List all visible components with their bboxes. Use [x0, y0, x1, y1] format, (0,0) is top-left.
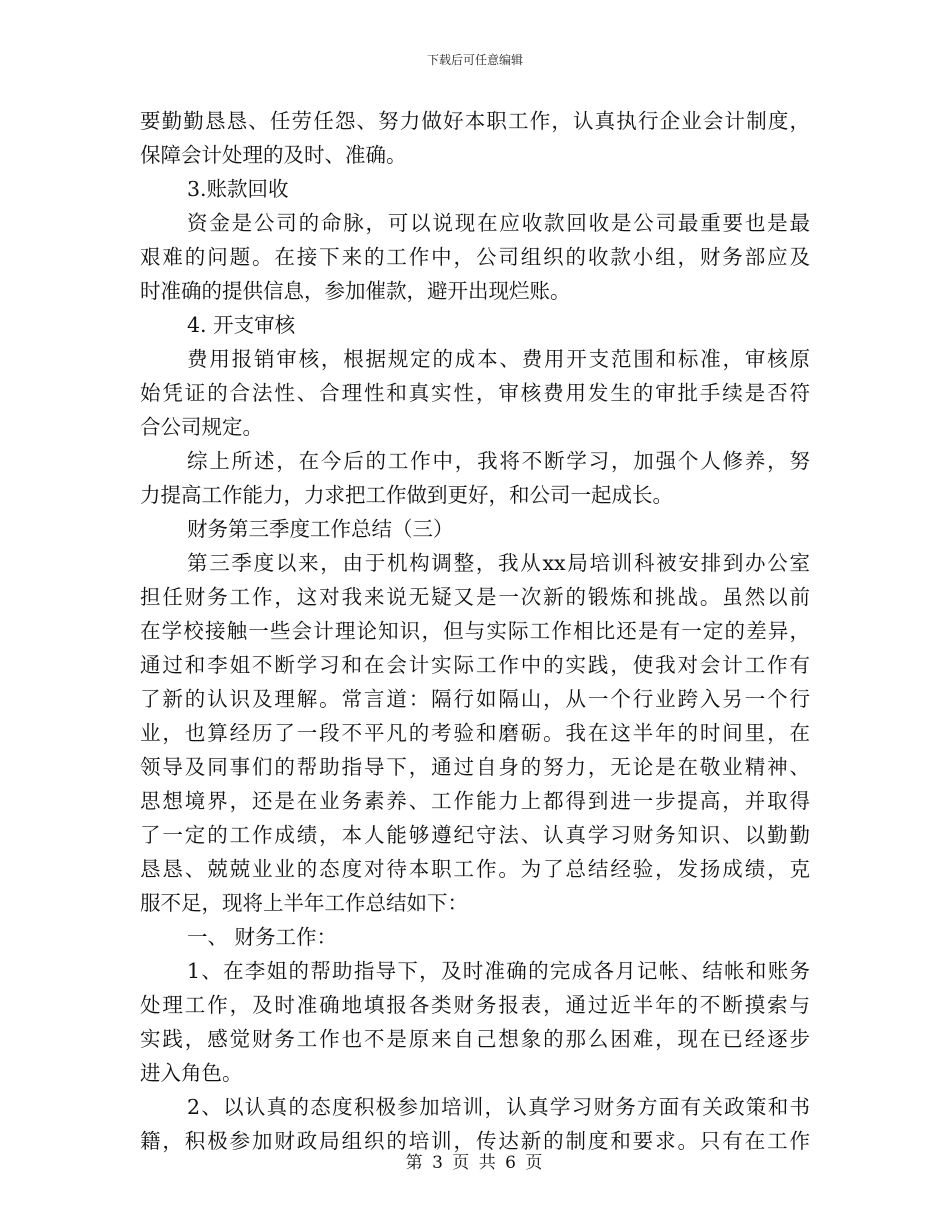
text-line: 实践，感觉财务工作也不是原来自己想象的那么困难，现在已经逐步: [140, 1027, 810, 1051]
text-line: 资金是公司的命脉，可以说现在应收款回收是公司最重要也是最: [187, 211, 810, 235]
page-number: 第 3 页 共 6 页: [405, 1153, 545, 1173]
text-line: 时准确的提供信息，参加催款，避开出现烂账。: [140, 279, 571, 303]
text-line: 第三季度以来，由于机构调整，我从xx局培训科被安排到办公室: [187, 551, 810, 575]
text-line: 费用报销审核，根据规定的成本、费用开支范围和标准，审核原: [187, 347, 810, 371]
page-header-note: 下载后可任意编辑: [426, 53, 523, 67]
text-line: 综上所述，在今后的工作中，我将不断学习，加强个人修养，努: [187, 449, 810, 473]
text-line: 了一定的工作成绩，本人能够遵纪守法、认真学习财务知识、以勤勤: [140, 823, 810, 847]
text-line: 力提高工作能力，力求把工作做到更好，和公司一起成长。: [140, 483, 673, 507]
text-line: 2、以认真的态度积极参加培训，认真学习财务方面有关政策和书: [187, 1095, 810, 1119]
text-line: 要勤勤恳恳、任劳任怨、努力做好本职工作，认真执行企业会计制度，: [140, 109, 810, 133]
text-line: 始凭证的合法性、合理性和真实性，审核费用发生的审批手续是否符: [140, 381, 810, 405]
text-line: 服不足，现将上半年工作总结如下：: [140, 891, 468, 915]
section-heading: 3.账款回收: [187, 177, 289, 201]
text-line: 了新的认识及理解。常言道：隔行如隔山，从一个行业跨入另一个行: [140, 687, 810, 711]
text-line: 业，也算经历了一段不平凡的考验和磨砺。我在这半年的时间里，在: [140, 721, 810, 745]
text-line: 1、在李姐的帮助指导下，及时准确的完成各月记帐、结帐和账务: [187, 959, 810, 983]
section-heading: 一、 财务工作：: [187, 925, 338, 949]
text-line: 担任财务工作，这对我来说无疑又是一次新的锻炼和挑战。虽然以前: [140, 585, 810, 609]
section-title: 财务第三季度工作总结（三）: [187, 517, 454, 541]
text-line: 处理工作，及时准确地填报各类财务报表，通过近半年的不断摸索与: [140, 993, 810, 1017]
document-body: [140, 104, 810, 1158]
text-line: 通过和李姐不断学习和在会计实际工作中的实践，使我对会计工作有: [140, 653, 810, 677]
text-line: 在学校接触一些会计理论知识，但与实际工作相比还是有一定的差异，: [140, 619, 810, 643]
text-line: 进入角色。: [140, 1061, 243, 1085]
text-line: 艰难的问题。在接下来的工作中，公司组织的收款小组，财务部应及: [140, 245, 810, 269]
text-line: 合公司规定。: [140, 415, 263, 439]
text-line: 恳恳、兢兢业业的态度对待本职工作。为了总结经验，发扬成绩，克: [140, 857, 810, 881]
text-line: 保障会计处理的及时、准确。: [140, 143, 407, 167]
text-line: 领导及同事们的帮助指导下，通过自身的努力，无论是在敬业精神、: [140, 755, 810, 779]
text-line: 籍，积极参加财政局组织的培训，传达新的制度和要求。只有在工作: [140, 1129, 810, 1153]
section-heading: 4. 开支审核: [187, 313, 296, 337]
text-line: 思想境界，还是在业务素养、工作能力上都得到进一步提高，并取得: [140, 789, 810, 813]
